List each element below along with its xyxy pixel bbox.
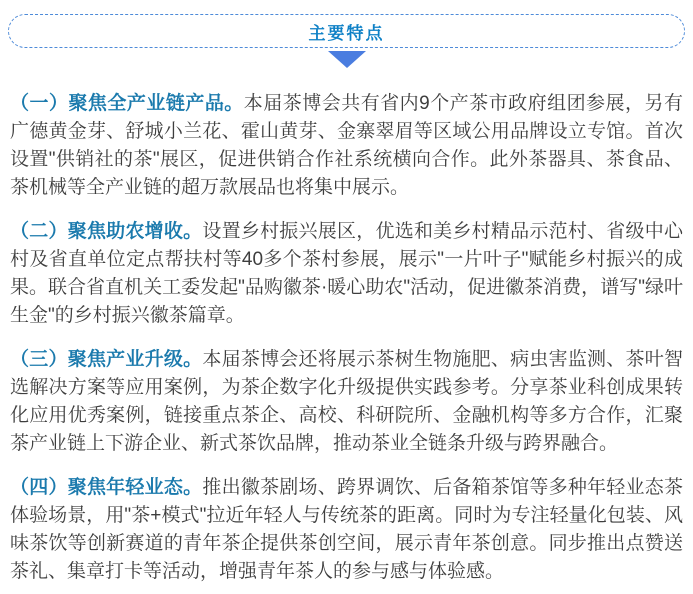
paragraph-2 bbox=[10, 218, 683, 330]
article-content bbox=[0, 68, 693, 586]
arrow-down-icon bbox=[328, 51, 366, 68]
article-page bbox=[0, 14, 693, 586]
paragraph-4 bbox=[10, 474, 683, 586]
paragraph-2-text: 设置乡村振兴展区，优选和美乡村精品示范村、省级中心村及省直单位定点帮扶村等40多个茶村参展，展示"一片叶子"赋能乡村振兴的成果。联合省直机关工委发起"品购徽茶·暖心助农"活动，促进徽茶消费，谱写"绿叶生金"的乡村振兴徽茶篇章。 bbox=[10, 221, 683, 326]
section-header-pill bbox=[8, 14, 685, 48]
paragraph-4-heading: （四）聚焦年轻业态。 bbox=[10, 477, 203, 498]
paragraph-1-heading: （一）聚焦全产业链产品。 bbox=[10, 93, 244, 114]
paragraph-3 bbox=[10, 346, 683, 458]
paragraph-3-heading: （三）聚焦产业升级。 bbox=[10, 349, 203, 370]
paragraph-4-text: 推出徽茶剧场、跨界调饮、后备箱茶馆等多种年轻业态茶体验场景，用"茶+模式"拉近年轻人与传统茶的距离。同时为专注轻量化包装、风味茶饮等创新赛道的青年茶企提供茶创空间，展示青年茶创意。同步推出点赞送茶礼、集章打卡等活动，增强青年茶人的参与感与体验感。 bbox=[10, 477, 683, 582]
paragraph-1-text: 本届茶博会共有省内9个产茶市政府组团参展，另有广德黄金芽、舒城小兰花、霍山黄芽、金寨翠眉等区域公用品牌设立专馆。首次设置"供销社的茶"展区，促进供销合作社系统横向合作。此外茶器具、茶食品、茶机械等全产业链的超万款展品也将集中展示。 bbox=[10, 93, 683, 198]
paragraph-2-heading: （二）聚焦助农增收。 bbox=[10, 221, 203, 242]
section-header-title: 主要特点 bbox=[308, 23, 385, 43]
paragraph-1 bbox=[10, 90, 683, 202]
paragraph-3-text: 本届茶博会还将展示茶树生物施肥、病虫害监测、茶叶智选解决方案等应用案例，为茶企数字化升级提供实践参考。分享茶业科创成果转化应用优秀案例，链接重点茶企、高校、科研院所、金融机构等多方合作，汇聚茶产业链上下游企业、新式茶饮品牌，推动茶业全链条升级与跨界融合。 bbox=[10, 349, 683, 454]
